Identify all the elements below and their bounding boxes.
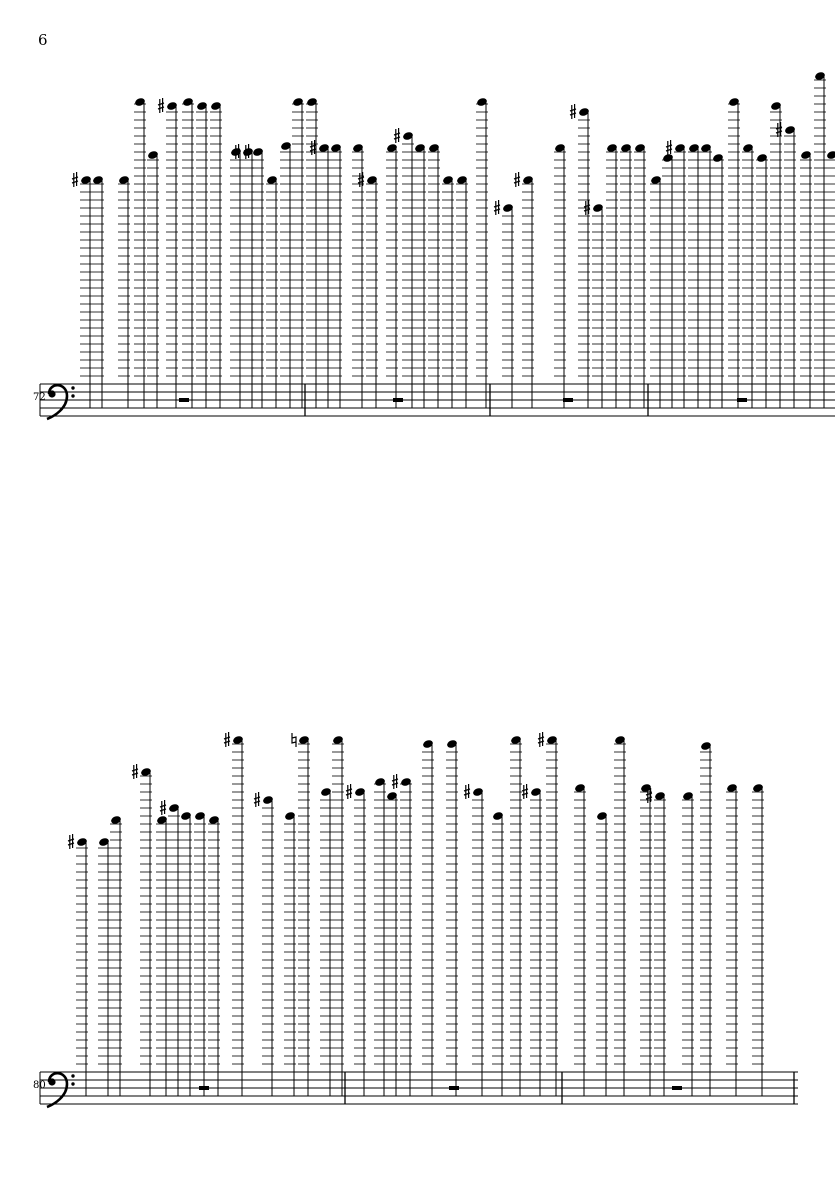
half-rest (393, 398, 403, 402)
note (156, 815, 168, 1096)
note (752, 783, 764, 1096)
sharp-icon (72, 172, 78, 187)
note (230, 147, 242, 408)
note (320, 787, 332, 1096)
note (394, 128, 414, 408)
note (358, 172, 378, 408)
note (646, 788, 666, 1096)
note (814, 71, 826, 408)
bass-clef-dot-lower (71, 394, 74, 397)
note (210, 101, 222, 408)
sharp-icon (494, 200, 500, 215)
sharp-icon (310, 140, 316, 155)
note (712, 153, 724, 408)
note (662, 153, 674, 408)
sharp-icon (224, 732, 230, 747)
sharp-icon (392, 774, 398, 789)
note (510, 735, 522, 1096)
sharp-icon (666, 140, 672, 155)
note (700, 741, 712, 1096)
note (728, 97, 740, 408)
note (280, 141, 292, 408)
notehead (826, 150, 835, 160)
note (770, 101, 782, 408)
note (180, 811, 192, 1096)
note (456, 175, 468, 408)
sharp-icon (570, 104, 576, 119)
sharp-icon (254, 792, 260, 807)
page-number: 6 (38, 31, 48, 49)
note (132, 764, 152, 1096)
sharp-icon (776, 122, 782, 137)
note (194, 811, 206, 1096)
note (700, 143, 712, 408)
note (554, 143, 566, 408)
sharp-icon (514, 172, 520, 187)
bass-clef-dot (48, 390, 55, 397)
note (492, 811, 504, 1096)
note (92, 175, 104, 408)
note (650, 175, 662, 408)
measure-number-system-2: 80 (33, 1080, 46, 1091)
note (446, 739, 458, 1096)
note (224, 732, 244, 1096)
sharp-icon (464, 784, 470, 799)
note (346, 784, 366, 1096)
bass-clef-dot-lower (71, 1082, 74, 1085)
natural-icon (292, 733, 296, 747)
note (147, 150, 159, 408)
sharp-icon (346, 784, 352, 799)
note (606, 143, 618, 408)
note (442, 175, 454, 408)
measure-number-system-1: 72 (33, 392, 46, 403)
note (620, 143, 632, 408)
note (110, 815, 122, 1096)
sharp-icon (358, 172, 364, 187)
note (800, 150, 812, 408)
note (634, 143, 646, 408)
note (196, 101, 208, 408)
bass-clef-icon (47, 385, 67, 419)
bass-clef-dot-upper (71, 386, 74, 389)
sharp-icon (158, 98, 164, 113)
bass-clef-dot (48, 1078, 55, 1085)
note (614, 735, 626, 1096)
note (596, 811, 608, 1096)
note (688, 143, 700, 408)
note (182, 97, 194, 408)
staff-system-2 (40, 732, 798, 1107)
sharp-icon (538, 732, 544, 747)
note (284, 811, 296, 1096)
note (428, 143, 440, 408)
note (742, 143, 754, 408)
note (640, 783, 652, 1096)
sharp-icon (522, 784, 528, 799)
note (422, 739, 434, 1096)
note (292, 733, 310, 1096)
note (72, 172, 92, 408)
note (522, 784, 542, 1096)
note (292, 97, 304, 408)
staff-system-1 (40, 71, 835, 419)
note (682, 791, 694, 1096)
note (538, 732, 558, 1096)
bass-clef-icon (47, 1073, 67, 1107)
note (158, 98, 178, 408)
bass-clef-dot-upper (71, 1074, 74, 1077)
half-rest (672, 1086, 682, 1090)
sharp-icon (160, 800, 166, 815)
note (756, 153, 768, 408)
note (98, 837, 110, 1096)
note (494, 200, 514, 408)
note (414, 143, 426, 408)
sharp-icon (394, 128, 400, 143)
note (68, 834, 88, 1096)
note (386, 143, 398, 408)
note (514, 172, 534, 408)
note (134, 97, 146, 408)
half-rest (449, 1086, 459, 1090)
note (118, 175, 130, 408)
note (160, 800, 180, 1096)
note (254, 792, 274, 1096)
note (776, 122, 796, 408)
note (826, 150, 835, 408)
note (332, 735, 344, 1096)
note (386, 791, 398, 1096)
note (570, 104, 590, 408)
sharp-icon (584, 200, 590, 215)
note (266, 175, 278, 408)
note (476, 97, 488, 408)
sharp-icon (68, 834, 74, 849)
note (574, 783, 586, 1096)
note (208, 815, 220, 1096)
note (464, 784, 484, 1096)
note (330, 143, 342, 408)
note (374, 777, 386, 1096)
sharp-icon (132, 764, 138, 779)
half-rest (179, 398, 189, 402)
note (726, 783, 738, 1096)
